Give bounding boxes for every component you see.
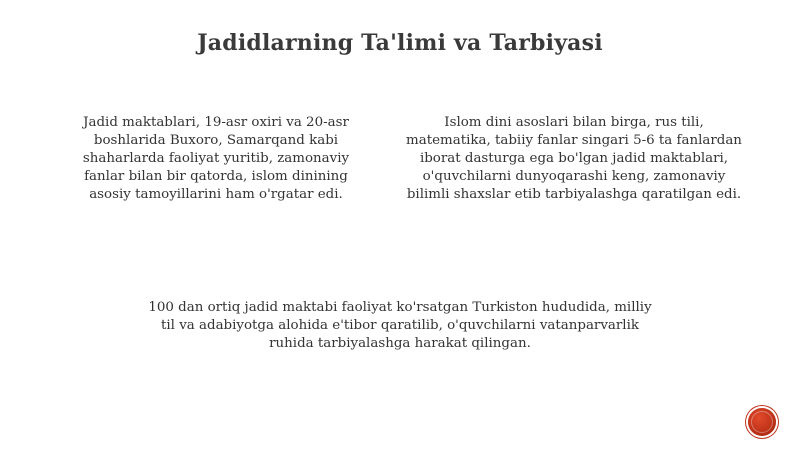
paragraph-bottom: 100 dan ortiq jadid maktabi faoliyat ko'rsatgan Turkiston hududida, milliy til va adabiyotga alohida e'tibor qaratilib, o'quvchilarni vatanparvarlik ruhida tarbiyalashga harakat qilingan. bbox=[148, 300, 652, 351]
paragraph-right: Islom dini asoslari bilan birga, rus tili, matematika, tabiiy fanlar singari 5-6 ta fanlardan iborat dasturga ega bo'lgan jadid maktablari, o'quvchilarni dunyoqarashi keng, zamonaviy bilimli shaxslar etib tarbiyalashga qaratilgan edi. bbox=[406, 115, 742, 202]
slide-title: Jadidlarning Ta'limi va Tarbiyasi bbox=[197, 30, 603, 56]
circle-nav-icon bbox=[751, 411, 773, 433]
paragraph-left: Jadid maktablari, 19-asr oxiri va 20-asr boshlarida Buxoro, Samarqand kabi shaharlarda faoliyat yuritib, zamonaviy fanlar bilan bir qatorda, islom dinining asosiy tamoyillarini ham o'rgatar edi. bbox=[82, 115, 350, 202]
next-slide-button[interactable] bbox=[748, 408, 776, 436]
